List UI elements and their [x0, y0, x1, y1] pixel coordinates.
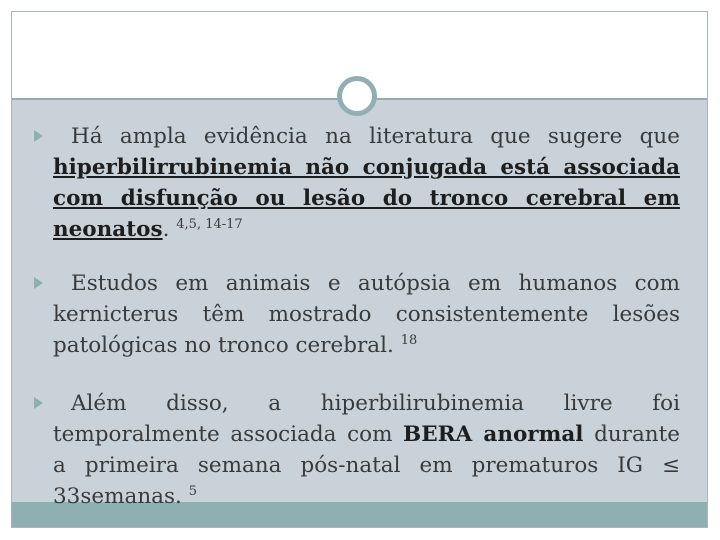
bullet-text	[38, 388, 680, 512]
bullet-text-plain: durante a primeira semana pós-natal em prematuros IG ≤ 33semanas.	[53, 422, 680, 509]
reference-superscript: 4,5, 14-17	[176, 216, 243, 232]
bullet-arrow-icon	[34, 130, 43, 142]
reference-superscript: 18	[400, 332, 418, 348]
bullet-3	[38, 388, 680, 512]
bullet-text-plain: .	[162, 217, 177, 242]
bullet-text-underlined: hiperbilirrubinemia não conjugada está associada com disfunção ou lesão do tronco cerebral em neonatos	[53, 155, 680, 242]
bullet-1	[38, 121, 680, 245]
bullet-arrow-icon	[34, 397, 43, 409]
bullet-text-plain: Há ampla evidência na literatura que sugere que	[71, 124, 680, 149]
bullet-text-plain: Estudos em animais e autópsia em humanos com kernicterus têm mostrado consistentemente lesões patológicas no tronco cerebral.	[53, 271, 680, 358]
circle-ornament	[337, 76, 377, 116]
reference-superscript: 5	[188, 483, 197, 499]
bullet-text-bold: BERA anormal	[403, 422, 584, 447]
bullet-arrow-icon	[34, 277, 43, 289]
bullet-text-plain: Além disso, a hiperbilirubinemia livre foi temporalmente associada com	[53, 391, 680, 447]
bullet-text	[38, 268, 680, 361]
bullet-2	[38, 268, 680, 361]
bullet-text	[38, 121, 680, 245]
